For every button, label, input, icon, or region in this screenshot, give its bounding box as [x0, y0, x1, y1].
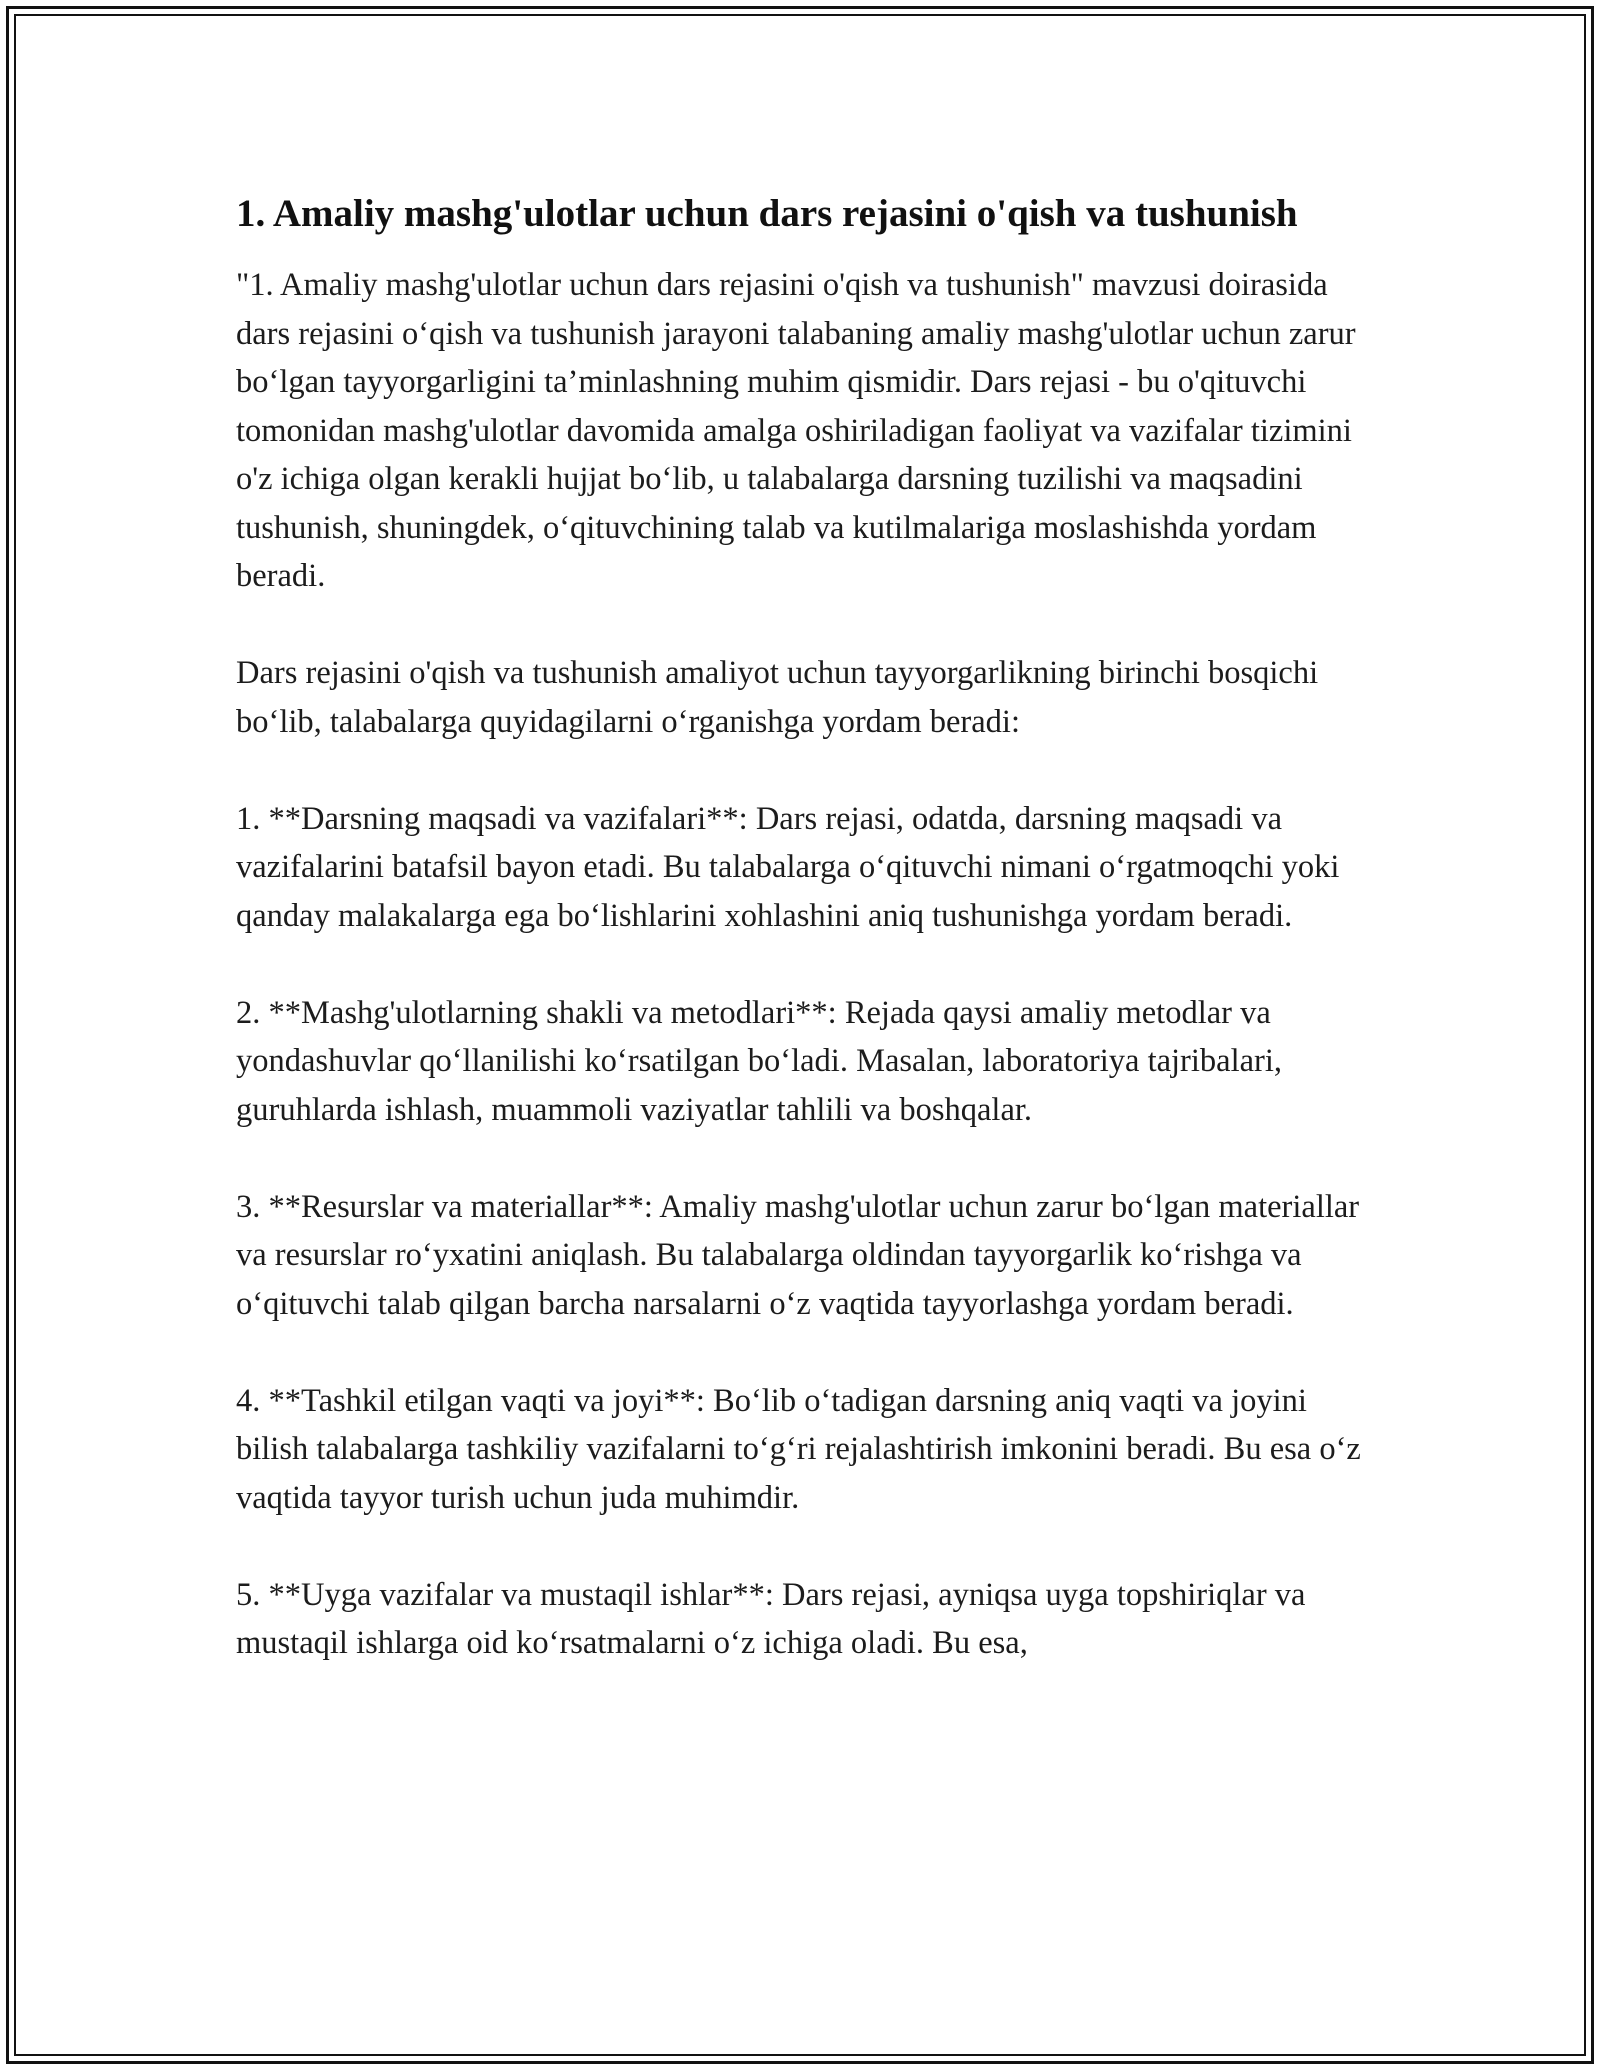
paragraph-intro: "1. Amaliy mashg'ulotlar uchun dars rejasini o'qish va tushunish" mavzusi doirasida dars rejasini o‘qish va tushunish jarayoni talabaning amaliy mashg'ulotlar uchun zarur bo‘lgan tayyorgarligini ta’minlashning muhim qismidir. Dars rejasi - bu o'qituvchi tomonidan mashg'ulotlar davomida amalga oshiriladigan faoliyat va vazifalar tizimini o'z ichiga olgan kerakli hujjat bo‘lib, u talabalarga darsning tuzilishi va maqsadini tushunish, shuningdek, o‘qituvchining talab va kutilmalariga moslashishda yordam beradi.: [236, 267, 1356, 594]
list-item-5: 5. **Uyga vazifalar va mustaqil ishlar**: Dars rejasi, ayniqsa uyga topshiriqlar va mustaqil ishlarga oid ko‘rsatmalarni o‘z ichiga oladi. Bu esa,: [236, 1576, 1306, 1661]
list-item-1: 1. **Darsning maqsadi va vazifalari**: Dars rejasi, odatda, darsning maqsadi va vazifalarini batafsil bayon etadi. Bu talabalarga o‘qituvchi nimani o‘rgatmoqchi yoki qanday malakalarga ega bo‘lishlarini xohlashini aniq tushunishga yordam beradi.: [236, 800, 1340, 934]
list-item-3: 3. **Resurslar va materiallar**: Amaliy mashg'ulotlar uchun zarur bo‘lgan materiallar va resurslar ro‘yxatini aniqlash. Bu talabalarga oldindan tayyorgarlik ko‘rishga va o‘qituvchi talab qilgan barcha narsalarni o‘z vaqtida tayyorlashga yordam beradi.: [236, 1188, 1360, 1322]
document-body: [236, 186, 1366, 1668]
list-item-4: 4. **Tashkil etilgan vaqti va joyi**: Bo‘lib o‘tadigan darsning aniq vaqti va joyini bilish talabalarga tashkiliy vazifalarni to‘g‘ri rejalashtirish imkonini beradi. Bu esa o‘z vaqtida tayyor turish uchun juda muhimdir.: [236, 1382, 1361, 1516]
document-heading: 1. Amaliy mashg'ulotlar uchun dars rejasini o'qish va tushunish: [236, 192, 1298, 235]
list-item-2: 2. **Mashg'ulotlarning shakli va metodlari**: Rejada qaysi amaliy metodlar va yondashuvlar qo‘llanilishi ko‘rsatilgan bo‘ladi. Masalan, laboratoriya tajribalari, guruhlarda ishlash, muammoli vaziyatlar tahlili va boshqalar.: [236, 994, 1283, 1128]
paragraph-lead-in: Dars rejasini o'qish va tushunish amaliyot uchun tayyorgarlikning birinchi bosqichi bo‘lib, talabalarga quyidagilarni o‘rganishga yordam beradi:: [236, 655, 1319, 740]
